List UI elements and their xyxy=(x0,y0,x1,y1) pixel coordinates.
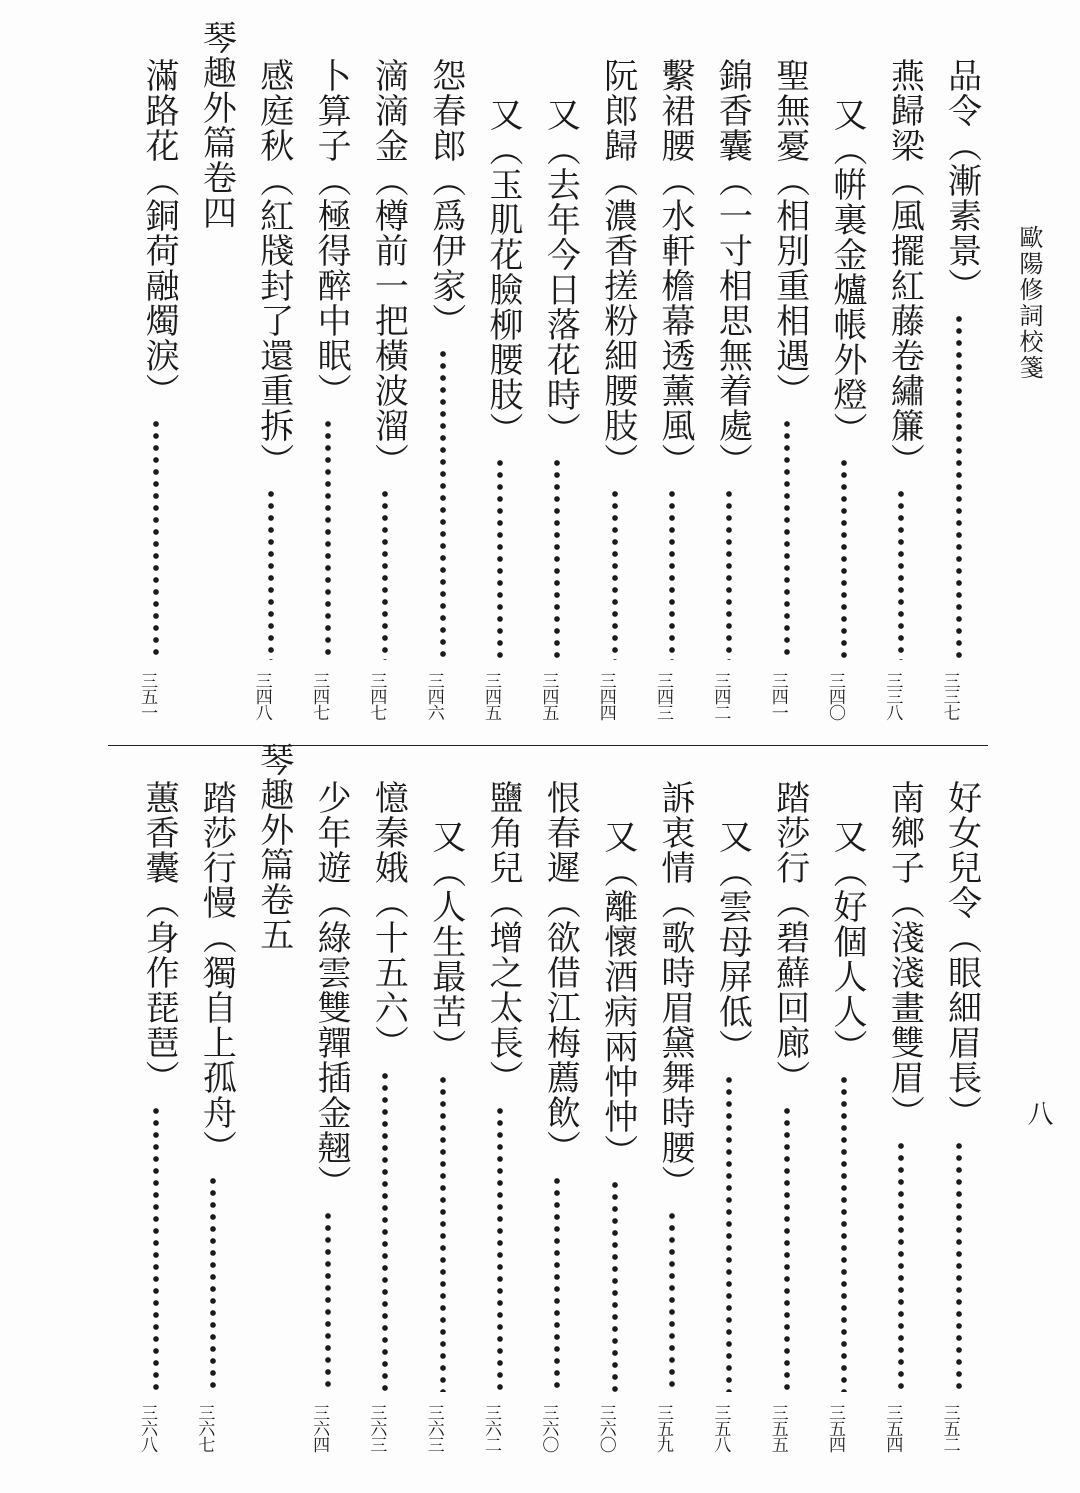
toc-entry[interactable] xyxy=(933,40,990,730)
toc-entry[interactable] xyxy=(130,40,187,730)
leader-dots xyxy=(267,488,275,660)
toc-entry[interactable] xyxy=(818,40,875,730)
leader-dots xyxy=(611,488,619,660)
toc-entry[interactable] xyxy=(417,762,474,1492)
section-heading xyxy=(187,20,244,730)
entry-title: 燕歸梁（風擺紅藤卷繡簾） xyxy=(884,58,925,478)
section-heading xyxy=(245,742,302,1492)
toc-entry[interactable] xyxy=(646,762,703,1492)
entry-title: 怨春郎（爲伊家） xyxy=(425,58,466,338)
entry-title: 阮郎歸（濃香搓粉細腰肢） xyxy=(597,58,638,478)
entry-page: 三四八 xyxy=(251,672,272,720)
entry-title: 品令（漸素景） xyxy=(941,58,982,303)
entry-page: 三六三 xyxy=(366,1404,387,1452)
leader-dots xyxy=(152,418,160,660)
entry-page: 三四六 xyxy=(423,672,444,720)
running-head: 歐陽修詞校箋 xyxy=(1015,225,1043,381)
leader-dots xyxy=(439,348,447,660)
entry-page: 三四二 xyxy=(710,672,731,720)
leader-dots xyxy=(897,488,905,660)
entry-page: 三六三 xyxy=(423,1404,444,1452)
leader-dots xyxy=(783,418,791,660)
entry-page: 三四〇 xyxy=(825,672,846,720)
toc-entry[interactable] xyxy=(474,762,531,1492)
toc-entry[interactable] xyxy=(302,762,359,1492)
entry-title: 蕙香囊（身作琵琶） xyxy=(139,780,180,1095)
leader-dots xyxy=(439,1074,447,1392)
leader-dots xyxy=(725,488,733,660)
leader-dots xyxy=(553,457,561,660)
entry-title: 琴趣外篇卷五 xyxy=(253,742,294,952)
leader-dots xyxy=(783,1105,791,1392)
entry-title: 卜算子（極得醉中眠） xyxy=(311,58,352,408)
entry-title: 滴滴金（樽前一把橫波溜） xyxy=(368,58,409,478)
leader-dots xyxy=(840,1074,848,1392)
entry-page: 三六〇 xyxy=(538,1404,559,1452)
entry-page: 三五四 xyxy=(825,1404,846,1452)
leader-dots xyxy=(209,1175,217,1392)
entry-page: 三四一 xyxy=(767,672,788,720)
leader-dots xyxy=(324,418,332,660)
entry-title: 又（玉肌花臉柳腰肢） xyxy=(483,97,524,447)
entry-title: 琴趣外篇卷四 xyxy=(196,20,237,230)
leader-dots xyxy=(668,488,676,660)
entry-page: 三三八 xyxy=(882,672,903,720)
leader-dots xyxy=(152,1105,160,1392)
toc-entry[interactable] xyxy=(474,40,531,730)
leader-dots xyxy=(955,313,963,660)
entry-page: 三四三 xyxy=(653,672,674,720)
leader-dots xyxy=(611,1179,619,1392)
leader-dots xyxy=(955,1140,963,1392)
leader-dots xyxy=(553,1175,561,1392)
entry-title: 踏莎行慢（獨自上孤舟） xyxy=(196,780,237,1165)
leader-dots xyxy=(381,488,389,660)
leader-dots xyxy=(381,1070,389,1392)
toc-entry[interactable] xyxy=(187,762,244,1492)
entry-page: 三四七 xyxy=(309,672,330,720)
entry-page: 三五一 xyxy=(137,672,158,720)
entry-page: 三六四 xyxy=(309,1404,330,1452)
entry-page: 三五九 xyxy=(653,1404,674,1452)
entry-page: 三五五 xyxy=(767,1404,788,1452)
toc-entry[interactable] xyxy=(933,762,990,1492)
entry-page: 三四五 xyxy=(481,672,502,720)
entry-title: 錦香囊（一寸相思無着處） xyxy=(712,58,753,478)
page-number: 八 xyxy=(1023,1100,1053,1126)
entry-title: 感庭秋（紅牋封了還重拆） xyxy=(253,58,294,478)
toc-entry[interactable] xyxy=(875,762,932,1492)
entry-title: 又（帲裏金爐帳外燈） xyxy=(827,97,868,447)
entry-page: 三六八 xyxy=(137,1404,158,1452)
toc-top-half xyxy=(130,20,990,730)
toc-entry[interactable] xyxy=(417,40,474,730)
entry-title: 又（去年今日落花時） xyxy=(540,97,581,447)
entry-page: 三五二 xyxy=(939,1404,960,1452)
toc-entry[interactable] xyxy=(703,40,760,730)
entry-title: 踏莎行（碧蘚回廊） xyxy=(769,780,810,1095)
toc-entry[interactable] xyxy=(302,40,359,730)
entry-title: 鹽角兒（增之太長） xyxy=(483,780,524,1095)
toc-entry[interactable] xyxy=(646,40,703,730)
toc-entry[interactable] xyxy=(875,40,932,730)
entry-page: 三四七 xyxy=(366,672,387,720)
entry-title: 少年遊（綠雲雙嚲插金翹） xyxy=(311,780,352,1200)
toc-entry[interactable] xyxy=(589,40,646,730)
leader-dots xyxy=(496,457,504,660)
toc-entry[interactable] xyxy=(589,762,646,1492)
entry-page: 三六〇 xyxy=(595,1404,616,1452)
entry-page: 三三七 xyxy=(939,672,960,720)
entry-title: 又（雲母屏低） xyxy=(712,819,753,1064)
toc-entry[interactable] xyxy=(761,40,818,730)
entry-title: 又（離懷酒病兩忡忡） xyxy=(597,819,638,1169)
entry-title: 南鄉子（淺淺畫雙眉） xyxy=(884,780,925,1130)
leader-dots xyxy=(324,1210,332,1392)
entry-page: 三六七 xyxy=(194,1404,215,1452)
section-divider xyxy=(108,745,988,746)
entry-title: 又（人生最苦） xyxy=(425,819,466,1064)
toc-entry[interactable] xyxy=(761,762,818,1492)
entry-page: 三五四 xyxy=(882,1404,903,1452)
entry-page: 三五八 xyxy=(710,1404,731,1452)
entry-page: 三四四 xyxy=(595,672,616,720)
entry-title: 滿路花（銅荷融燭淚） xyxy=(139,58,180,408)
toc-entry[interactable] xyxy=(359,40,416,730)
entry-page: 三四五 xyxy=(538,672,559,720)
entry-title: 訴衷情（歌時眉黛舞時腰） xyxy=(655,780,696,1200)
toc-entry[interactable] xyxy=(818,762,875,1492)
entry-title: 又（好個人人） xyxy=(827,819,868,1064)
entry-title: 好女兒令（眼細眉長） xyxy=(941,780,982,1130)
toc-entry[interactable] xyxy=(703,762,760,1492)
entry-page: 三六二 xyxy=(481,1404,502,1452)
leader-dots xyxy=(668,1210,676,1392)
toc-entry[interactable] xyxy=(245,40,302,730)
entry-title: 恨春遲（欲借江梅薦飲） xyxy=(540,780,581,1165)
toc-bottom-half xyxy=(130,742,990,1492)
entry-title: 憶秦娥（十五六） xyxy=(368,780,409,1060)
leader-dots xyxy=(496,1105,504,1392)
leader-dots xyxy=(725,1074,733,1392)
leader-dots xyxy=(897,1140,905,1392)
toc-entry[interactable] xyxy=(130,762,187,1492)
entry-title: 繫裙腰（水軒檐幕透薰風） xyxy=(655,58,696,478)
toc-entry[interactable] xyxy=(531,40,588,730)
leader-dots xyxy=(840,457,848,660)
toc-entry[interactable] xyxy=(359,762,416,1492)
entry-title: 聖無憂（相別重相遇） xyxy=(769,58,810,408)
toc-entry[interactable] xyxy=(531,762,588,1492)
